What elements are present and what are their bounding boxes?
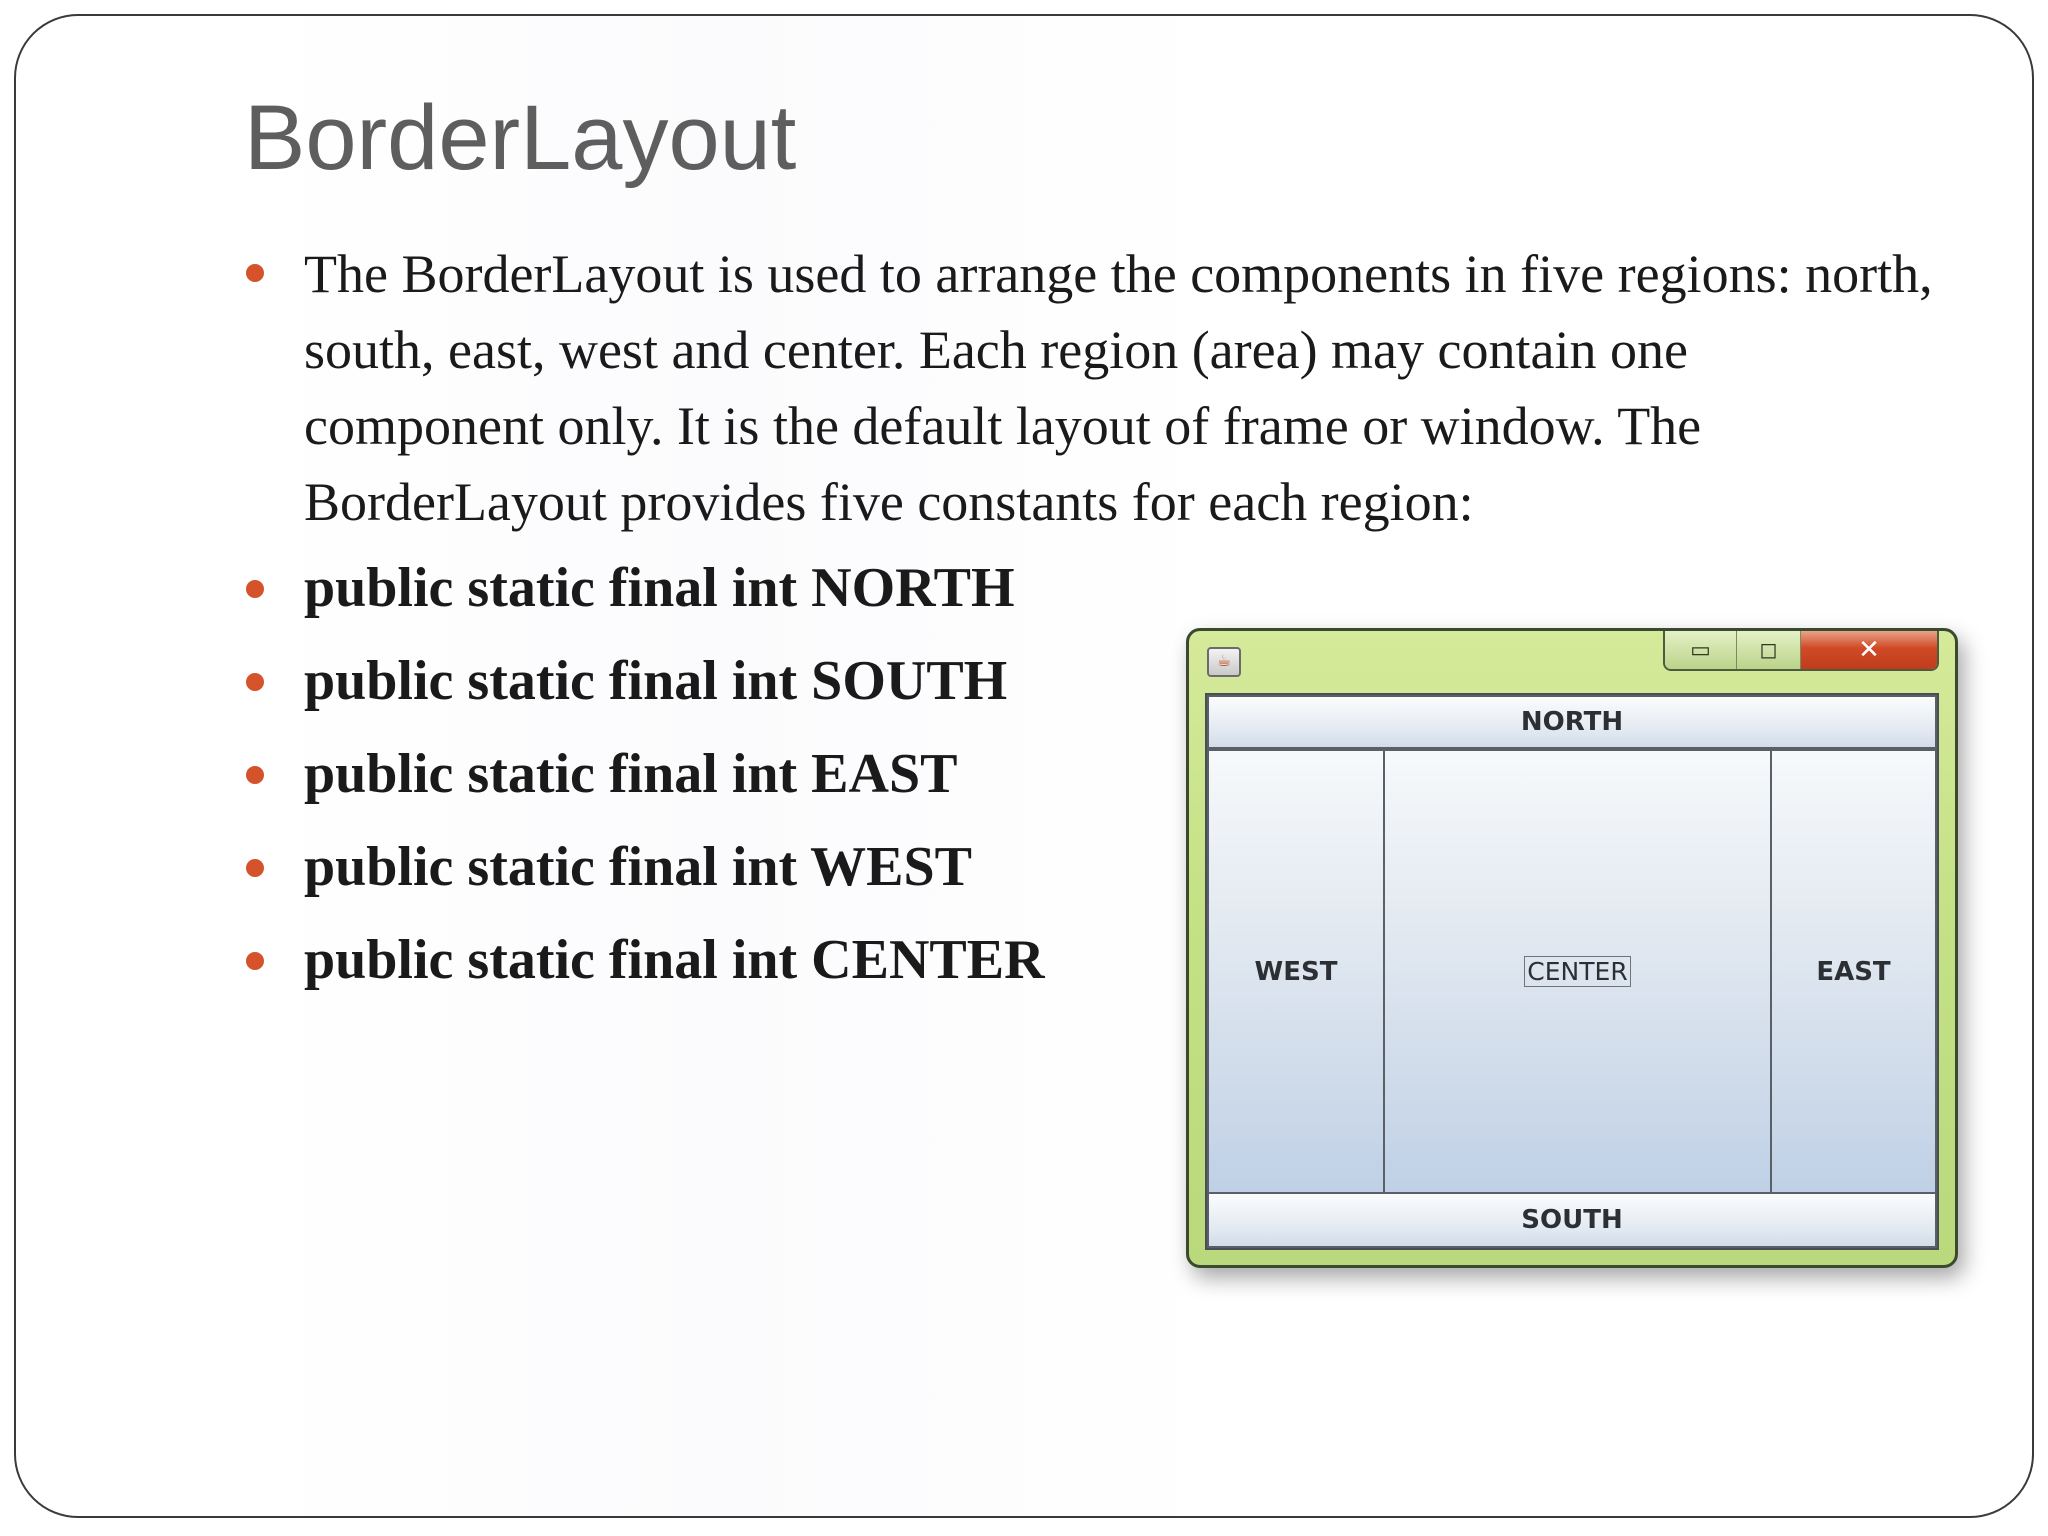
bullet-intro (240, 236, 1940, 540)
constant-center-text: public static final int CENTER (304, 929, 1045, 991)
bullet-dot-icon (246, 766, 264, 784)
constant-south-text: public static final int SOUTH (304, 650, 1008, 712)
bullet-dot-icon (246, 580, 264, 598)
intro-text: The BorderLayout is used to arrange the components in five regions: north, south, east, west and center. Each region (area) may contain one component only. It is the default layout of frame or window. The BorderLayout provides five constants for each region: (304, 244, 1933, 532)
java-app-icon[interactable]: ☕ (1207, 647, 1241, 677)
window-controls (1663, 631, 1939, 671)
bullet-constant-north (240, 542, 1940, 635)
west-button[interactable]: WEST (1207, 749, 1385, 1194)
bullet-dot-icon (246, 264, 264, 282)
constant-west-text: public static final int WEST (304, 836, 973, 898)
maximize-icon[interactable]: ◻ (1737, 631, 1801, 669)
bullet-dot-icon (246, 859, 264, 877)
constant-east-text: public static final int EAST (304, 743, 958, 805)
close-icon[interactable]: ✕ (1801, 631, 1937, 669)
north-button[interactable]: NORTH (1207, 695, 1937, 749)
center-button[interactable] (1383, 749, 1772, 1194)
window-titlebar (1189, 631, 1955, 693)
bullet-dot-icon (246, 673, 264, 691)
constant-north-text: public static final int NORTH (304, 557, 1015, 619)
slide (14, 14, 2034, 1518)
bullet-dot-icon (246, 952, 264, 970)
window-content (1205, 693, 1939, 1250)
east-button[interactable]: EAST (1770, 749, 1937, 1194)
minimize-icon[interactable]: ▭ (1665, 631, 1737, 669)
center-label: CENTER (1524, 956, 1630, 987)
java-window-screenshot (1186, 628, 1958, 1268)
south-button[interactable]: SOUTH (1207, 1192, 1937, 1248)
slide-title: BorderLayout (244, 87, 797, 189)
